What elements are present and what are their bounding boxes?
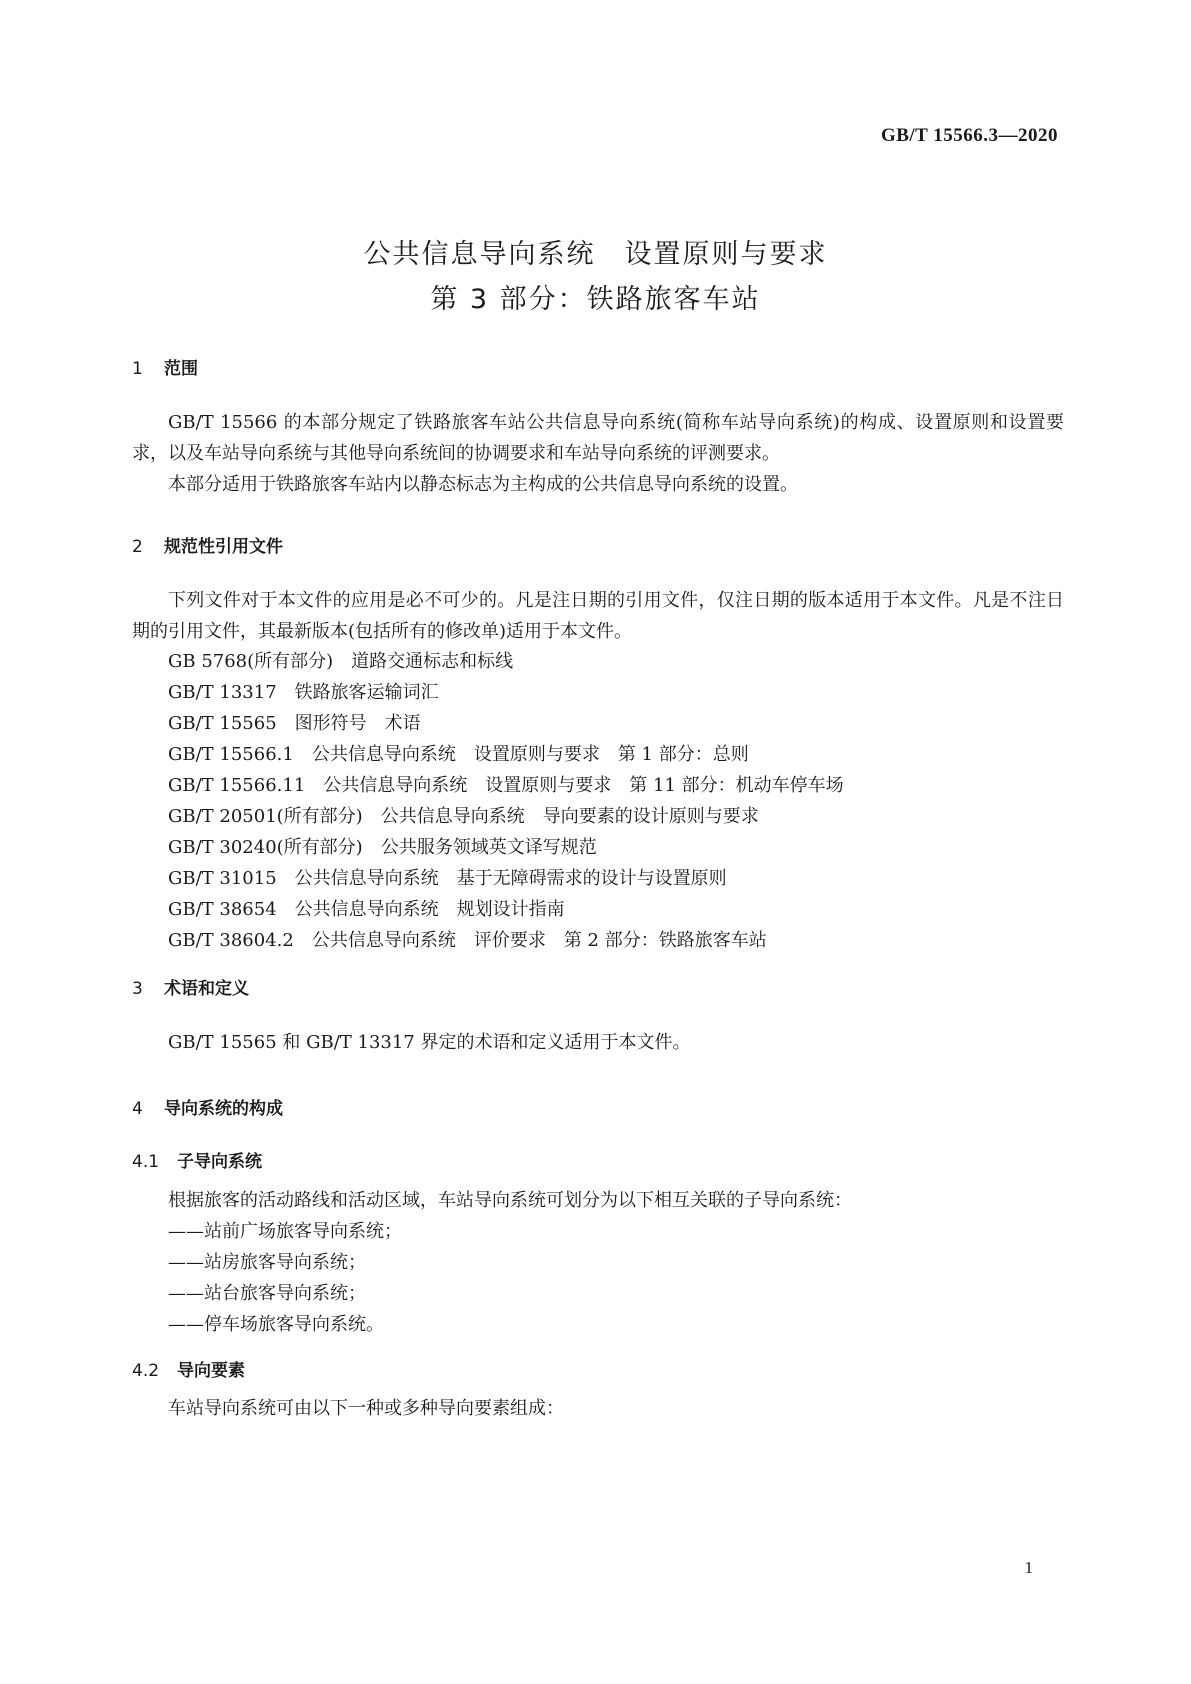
list-item: ——站前广场旅客导向系统； xyxy=(168,1221,402,1242)
section-1-heading xyxy=(132,354,198,379)
page-number: 1 xyxy=(1024,1558,1033,1577)
reference-item: GB/T 15566.11 公共信息导向系统 设置原则与要求 第 11 部分：机动车停车场 xyxy=(168,775,844,796)
subsystem-list xyxy=(168,1216,402,1340)
paragraph: 下列文件对于本文件的应用是必不可少的。凡是注日期的引用文件，仅注日期的版本适用于本文件。凡是不注日期的引用文件，其最新版本(包括所有的修改单)适用于本文件。 xyxy=(132,590,1064,642)
section-number: 4 xyxy=(132,1099,143,1119)
paragraph: GB/T 15565 和 GB/T 13317 界定的术语和定义适用于本文件。 xyxy=(168,1032,691,1053)
reference-item: GB/T 38654 公共信息导向系统 规划设计指南 xyxy=(168,899,565,920)
reference-item: GB/T 13317 铁路旅客运输词汇 xyxy=(168,682,439,703)
section-number: 1 xyxy=(132,359,143,379)
reference-item: GB/T 15566.1 公共信息导向系统 设置原则与要求 第 1 部分：总则 xyxy=(168,744,749,765)
section-title: 术语和定义 xyxy=(164,979,249,999)
section-title: 子导向系统 xyxy=(177,1152,262,1172)
section-4-2-heading xyxy=(132,1356,245,1381)
section-4-heading xyxy=(132,1094,283,1119)
section-title: 范围 xyxy=(164,359,198,379)
paragraph: 车站导向系统可由以下一种或多种导向要素组成： xyxy=(168,1398,564,1419)
section-2-body xyxy=(132,585,1064,647)
section-number: 2 xyxy=(132,537,143,557)
reference-item: GB/T 31015 公共信息导向系统 基于无障碍需求的设计与设置原则 xyxy=(168,868,727,889)
reference-item: GB/T 30240(所有部分) 公共服务领域英文译写规范 xyxy=(168,837,597,858)
document-title-line2: 第 3 部分：铁路旅客车站 xyxy=(430,284,761,315)
list-item: ——站房旅客导向系统； xyxy=(168,1252,366,1273)
reference-item: GB/T 15565 图形符号 术语 xyxy=(168,713,421,734)
section-title: 规范性引用文件 xyxy=(164,537,283,557)
section-title: 导向系统的构成 xyxy=(164,1099,283,1119)
section-2-heading xyxy=(132,532,283,557)
reference-item: GB 5768(所有部分) 道路交通标志和标线 xyxy=(168,651,514,672)
section-3-heading xyxy=(132,974,249,999)
paragraph: GB/T 15566 的本部分规定了铁路旅客车站公共信息导向系统(简称车站导向系统)的构成、设置原则和设置要求，以及车站导向系统与其他导向系统间的协调要求和车站导向系统的评测要求。 xyxy=(132,412,1064,464)
section-number: 4.2 xyxy=(132,1361,160,1381)
paragraph: 根据旅客的活动路线和活动区域，车站导向系统可划分为以下相互关联的子导向系统： xyxy=(168,1190,852,1211)
section-number: 3 xyxy=(132,979,143,999)
section-4-1-body xyxy=(132,1185,1064,1216)
standard-code: GB/T 15566.3—2020 xyxy=(880,125,1058,146)
document-title-line1: 公共信息导向系统 设置原则与要求 xyxy=(363,239,828,270)
section-4-1-heading xyxy=(132,1147,262,1172)
list-item: ——站台旅客导向系统； xyxy=(168,1283,366,1304)
section-3-body xyxy=(132,1027,1064,1058)
section-1-body xyxy=(132,407,1064,500)
list-item: ——停车场旅客导向系统。 xyxy=(168,1314,384,1335)
reference-item: GB/T 20501(所有部分) 公共信息导向系统 导向要素的设计原则与要求 xyxy=(168,806,759,827)
reference-item: GB/T 38604.2 公共信息导向系统 评价要求 第 2 部分：铁路旅客车站 xyxy=(168,930,767,951)
section-4-2-body xyxy=(132,1393,1064,1424)
paragraph: 本部分适用于铁路旅客车站内以静态标志为主构成的公共信息导向系统的设置。 xyxy=(168,474,798,495)
section-number: 4.1 xyxy=(132,1152,160,1172)
normative-references-list xyxy=(168,646,844,956)
section-title: 导向要素 xyxy=(177,1361,245,1381)
